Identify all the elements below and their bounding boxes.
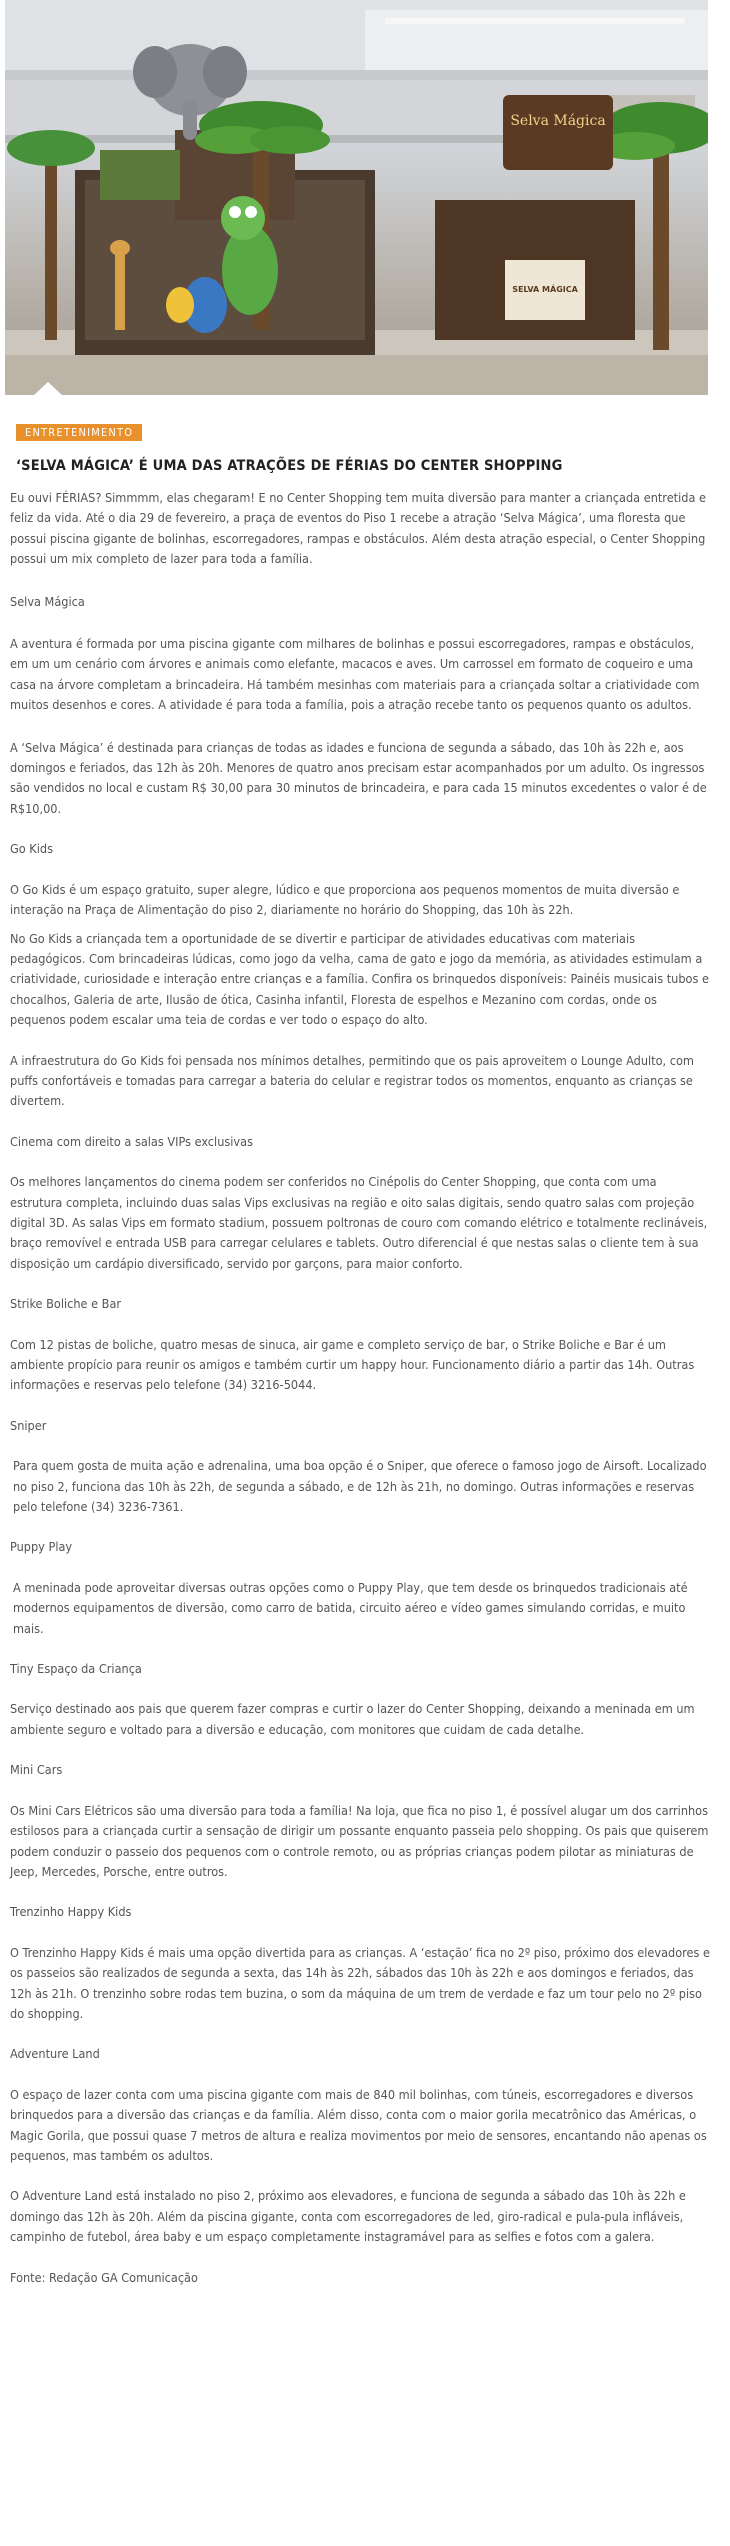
- paragraph-selva-magica-1: A aventura é formada por uma piscina gigante com milhares de bolinhas e possui escorregadores, rampas e obstáculos, em um um cenário com árvores e animais como elefante, macacos e aves. Um carrossel em formato de coqueiro e uma casa na árvore completam a brincadeira. Há também mesinhas com materiais para a criançada soltar a criatividade com muitos desenhos e cores. A atividade é para toda a família, pois a atração recebe tanto os pequenos quanto os adultos.: [10, 636, 700, 713]
- paragraph-go-kids-3: A infraestrutura do Go Kids foi pensada nos mínimos detalhes, permitindo que os pais aproveitem o Lounge Adulto, com puffs confortáveis e tomadas para carregar a bateria do celular e registrar todos os momentos, enquanto as crianças se divertem.: [10, 1052, 694, 1109]
- hero-image: [5, 0, 708, 395]
- source-credit: Fonte: Redação GA Comunicação: [10, 2269, 198, 2285]
- paragraph-tiny: Serviço destinado aos pais que querem fazer compras e curtir o lazer do Center Shopping, deixando a meninada em um ambiente seguro e voltado para a diversão e educação, com monitores que cuidam de cada detalhe.: [10, 1701, 695, 1737]
- category-badge[interactable]: ENTRETENIMENTO: [16, 424, 142, 441]
- article-body: [10, 488, 710, 2288]
- paragraph-adventure-land-2: O Adventure Land está instalado no piso 2, próximo aos elevadores, e funciona de segunda a sábado das 10h às 22h e domingo das 12h às 20h. Além da piscina gigante, conta com escorregadores de led, giro-radical e pula-pula infláveis, campinho de futebol, área baby e um espaço completamente instagramável para as selfies e fotos com a galera.: [10, 2188, 686, 2245]
- heading-trenzinho: Trenzinho Happy Kids: [10, 1904, 132, 1920]
- paragraph-puppy-play: A meninada pode aproveitar diversas outras opções como o Puppy Play, que tem desde os brinquedos tradicionais até modernos equipamentos de diversão, como carro de batida, circuito aéreo e vídeo games simulando corridas, e muito mais.: [13, 1579, 688, 1636]
- paragraph-mini-cars: Os Mini Cars Elétricos são uma diversão para toda a família! Na loja, que fica no piso 1, é possível alugar um dos carrinhos estilosos para a criançada curtir a sensação de dirigir um possante enquanto passeia pelo shopping. Os pais que quiserem podem conduzir o passeio dos pequenos com o controle remoto, ou as próprias crianças podem pilotar as miniaturas de Jeep, Mercedes, Porsche, entre outros.: [10, 1802, 709, 1879]
- heading-tiny: Tiny Espaço da Criança: [10, 1661, 142, 1677]
- paragraph-cinema: Os melhores lançamentos do cinema podem ser conferidos no Cinépolis do Center Shopping, que conta com uma estrutura completa, incluindo duas salas Vips exclusivas na região e oito salas digitais, sendo quatro salas com projeção digital 3D. As salas Vips em formato stadium, possuem poltronas de couro com comando elétrico e totalmente reclináveis, braço removível e entrada USB para carregar celulares e tablets. Outro diferencial é que nestas salas o cliente tem à sua disposição um cardápio diversificado, servido por garçons, para maior conforto.: [10, 1174, 708, 1271]
- shopping-mall-playground-photo: [5, 0, 708, 395]
- heading-sniper: Sniper: [10, 1417, 47, 1433]
- hero-kiosk-text: SELVA MÁGICA: [512, 285, 578, 294]
- paragraph-sniper: Para quem gosta de muita ação e adrenalina, uma boa opção é o Sniper, que oferece o famoso jogo de Airsoft. Localizado no piso 2, funciona das 10h às 22h, de segunda a sábado, e de 12h às 21h, no domingo. Outras informações e reservas pelo telefone (34) 3236-7361.: [13, 1458, 707, 1515]
- heading-mini-cars: Mini Cars: [10, 1762, 63, 1778]
- paragraph-go-kids-1: O Go Kids é um espaço gratuito, super alegre, lúdico e que proporciona aos pequenos momentos de muita diversão e interação na Praça de Alimentação do piso 2, diariamente no horário do Shopping, das 10h às 22h.: [10, 881, 680, 918]
- heading-selva-magica: Selva Mágica: [10, 593, 85, 609]
- heading-strike-boliche: Strike Boliche e Bar: [10, 1296, 122, 1312]
- article-title: ‘SELVA MÁGICA’ É UMA DAS ATRAÇÕES DE FÉRIAS DO CENTER SHOPPING: [16, 458, 563, 474]
- paragraph-intro: Eu ouvi FÉRIAS? Simmmm, elas chegaram! E no Center Shopping tem muita diversão para manter a criançada entretida e feliz da vida. Até o dia 29 de fevereiro, a praça de eventos do Piso 1 recebe a atração ‘Selva Mágica’, uma floresta que possui piscina gigante de bolinhas, escorregadores, rampas e obstáculos. Além desta atração especial, o Center Shopping possui um mix completo de lazer para toda a família.: [10, 490, 706, 567]
- paragraph-go-kids-2: No Go Kids a criançada tem a oportunidade de se divertir e participar de atividades educativas com materiais pedagógicos. Com brincadeiras lúdicas, como jogo da velha, cama de gato e jogo da memória, as atividades estimulam a criatividade, curiosidade e interação entre crianças e a família. Confira os brinquedos disponíveis: Painéis musicais tubos e chocalhos, Galeria de arte, Ilusão de ótica, Casinha infantil, Floresta de espelhos e Mezanino com cordas, onde os pequenos podem escalar uma teia de cordas e ver todo o espaço do alto.: [10, 930, 709, 1028]
- heading-go-kids: Go Kids: [10, 841, 53, 857]
- heading-adventure-land: Adventure Land: [10, 2046, 100, 2062]
- heading-puppy-play: Puppy Play: [10, 1539, 73, 1555]
- hero-notch: [34, 382, 62, 395]
- paragraph-trenzinho: O Trenzinho Happy Kids é mais uma opção divertida para as crianças. A ‘estação’ fica no 2º piso, próximo dos elevadores e os passeios são realizados de segunda a sexta, das 14h às 22h, sábados das 10h às 22h e aos domingos e feriados, das 12h às 21h. O trenzinho sobre rodas tem buzina, o som da máquina de um trem de verdade e faz um tour pelo no 2º piso do shopping.: [10, 1944, 710, 2021]
- paragraph-strike-boliche: Com 12 pistas de boliche, quatro mesas de sinuca, air game e completo serviço de bar, o Strike Boliche e Bar é um ambiente propício para reunir os amigos e também curtir um happy hour. Funcionamento diário a partir das 14h. Outras informações e reservas pelo telefone (34) 3216-5044.: [10, 1336, 695, 1393]
- paragraph-selva-magica-2: A ‘Selva Mágica’ é destinada para crianças de todas as idades e funciona de segunda a sábado, das 10h às 22h e, aos domingos e feriados, das 12h às 20h. Menores de quatro anos precisam estar acompanhados por um adulto. Os ingressos são vendidos no local e custam R$ 30,00 para 30 minutos de brincadeira, e para cada 15 minutos excedentes o valor é de R$10,00.: [10, 739, 707, 816]
- paragraph-adventure-land-1: O espaço de lazer conta com uma piscina gigante com mais de 840 mil bolinhas, com túneis, escorregadores e diversos brinquedos para a diversão das crianças e da família. Além disso, conta com o maior gorila mecatrônico das Américas, o Magic Gorila, que possui quase 7 metros de altura e realiza movimentos por meio de sensores, encantando não apenas os pequenos, mas também os adultos.: [10, 2086, 707, 2163]
- hero-sign-text: Selva Mágica: [510, 113, 606, 129]
- heading-cinema: Cinema com direito a salas VIPs exclusivas: [10, 1133, 253, 1149]
